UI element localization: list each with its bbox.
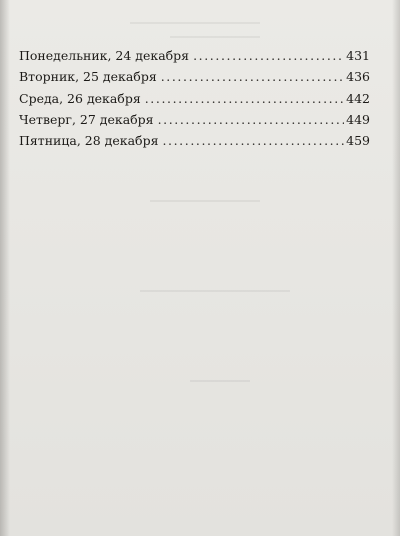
dot-leader — [162, 130, 344, 151]
toc-entry — [19, 88, 370, 109]
toc-entry — [19, 130, 370, 151]
show-through-line — [190, 380, 250, 382]
toc-entry-title: Среда, 26 декабря — [19, 90, 141, 106]
toc-entry — [19, 66, 370, 87]
toc-entry-title: Четверг, 27 декабря — [19, 111, 154, 127]
toc-entry-title: Вторник, 25 декабря — [19, 69, 157, 85]
toc-entry-page-number: 431 — [346, 48, 370, 63]
toc-entry-title: Пятница, 28 декабря — [19, 133, 159, 149]
toc-entry — [19, 109, 370, 130]
dot-leader — [161, 66, 344, 87]
dot-leader — [158, 109, 345, 130]
show-through-line — [170, 36, 260, 38]
toc-entry-page-number: 449 — [346, 111, 370, 127]
show-through-line — [150, 200, 260, 202]
show-through-line — [130, 22, 260, 24]
table-of-contents — [19, 45, 370, 151]
toc-entry — [19, 45, 370, 66]
toc-entry-title: Понедельник, 24 декабря — [19, 48, 190, 63]
dot-leader — [193, 45, 344, 66]
show-through-line — [140, 290, 290, 292]
toc-entry-page-number: 436 — [346, 69, 370, 85]
dot-leader — [145, 88, 344, 109]
toc-entry-page-number: 459 — [346, 133, 370, 149]
toc-entry-page-number: 442 — [346, 90, 370, 106]
